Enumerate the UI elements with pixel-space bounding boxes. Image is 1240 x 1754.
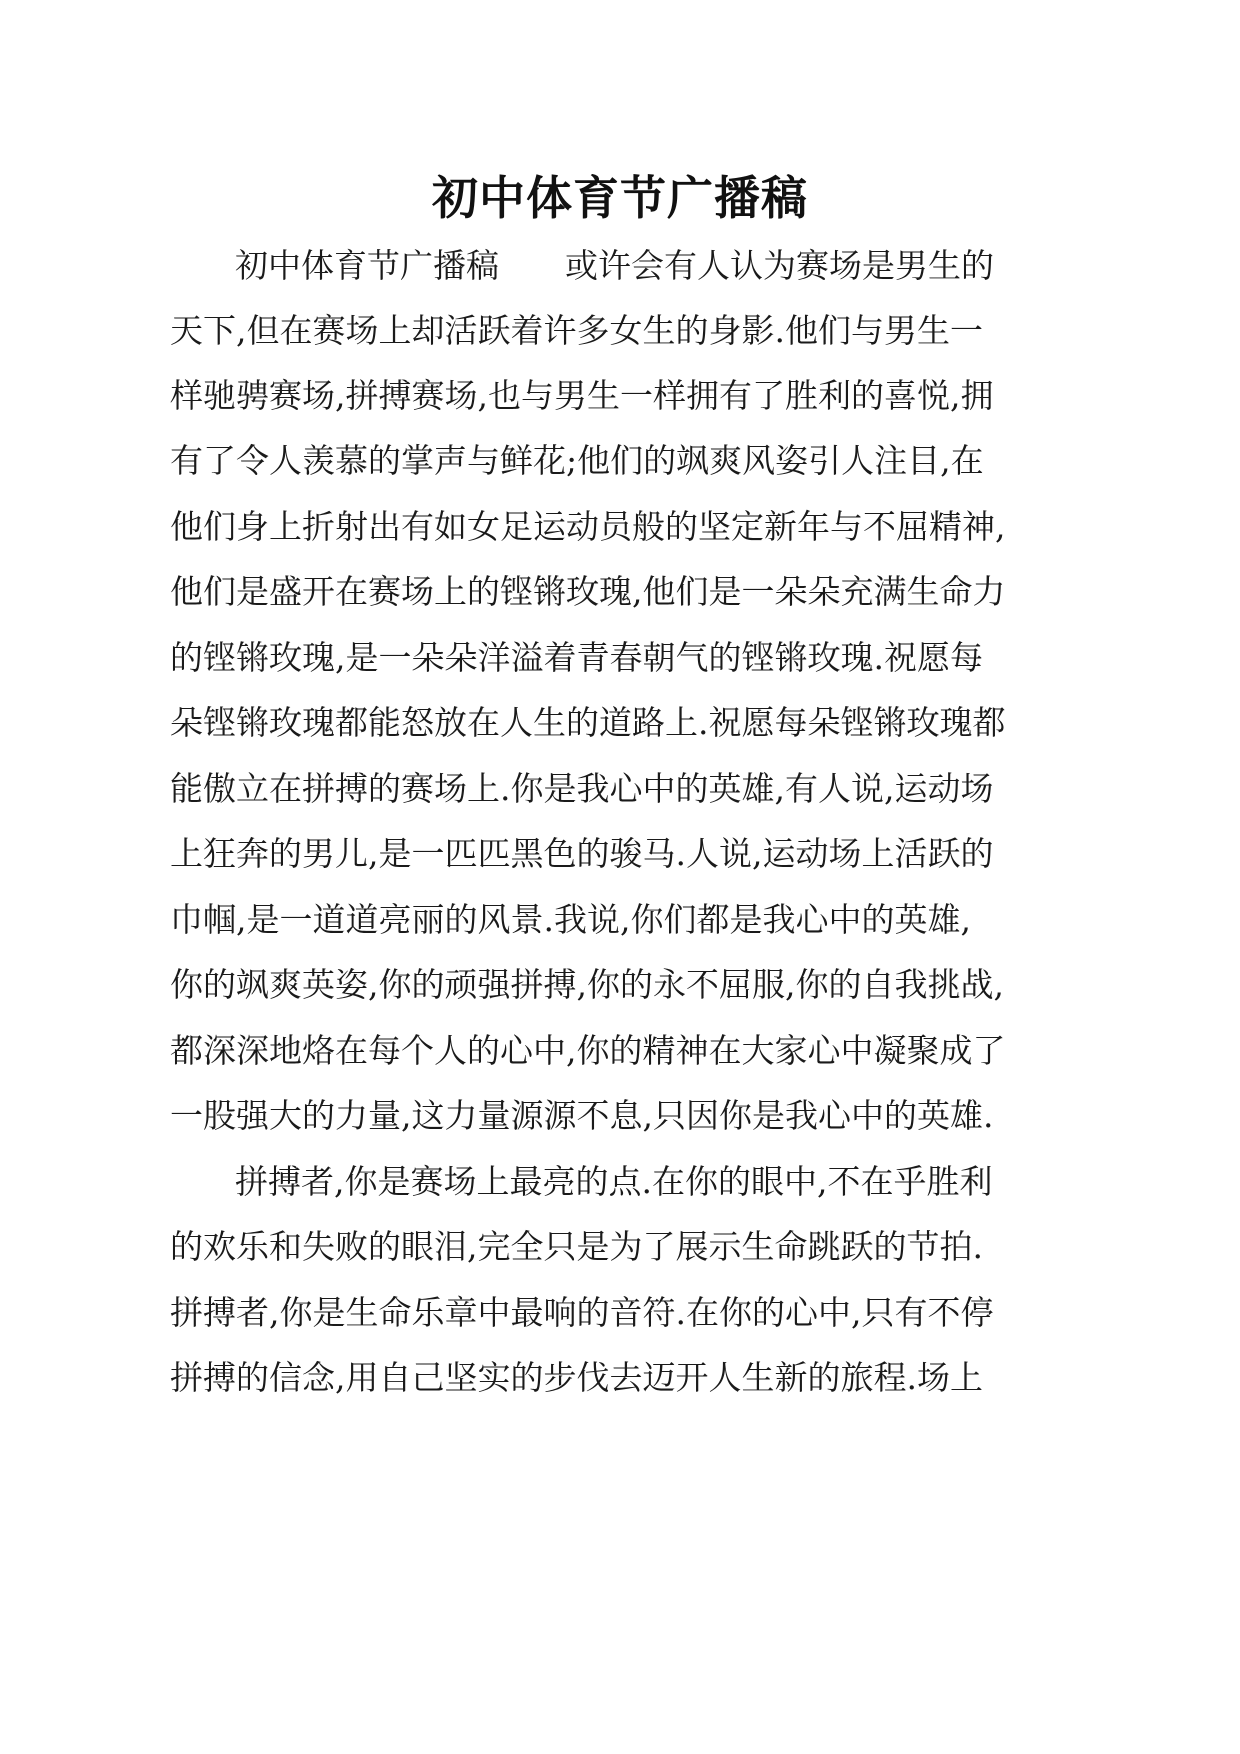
paragraph-line: 一股强大的力量,这力量源源不息,只因你是我心中的英雄. xyxy=(170,1096,994,1135)
paragraph-line: 都深深地烙在每个人的心中,你的精神在大家心中凝聚成了 xyxy=(170,1031,1006,1070)
paragraph-line: 有了令人羡慕的掌声与鲜花;他们的飒爽风姿引人注目,在 xyxy=(170,441,984,480)
paragraph-line: 初中体育节广播稿 或许会有人认为赛场是男生的 xyxy=(235,246,994,285)
paragraph-line: 巾帼,是一道道亮丽的风景.我说,你们都是我心中的英雄, xyxy=(170,900,971,939)
paragraph-line: 他们是盛开在赛场上的铿锵玫瑰,他们是一朵朵充满生命力 xyxy=(170,572,1006,611)
paragraph-line: 拼搏的信念,用自己坚实的步伐去迈开人生新的旅程.场上 xyxy=(170,1358,983,1397)
paragraph-line: 能傲立在拼搏的赛场上.你是我心中的英雄,有人说,运动场 xyxy=(170,769,994,808)
paragraph-line: 拼搏者,你是生命乐章中最响的音符.在你的心中,只有不停 xyxy=(170,1293,994,1332)
paragraph-line: 你的飒爽英姿,你的顽强拼搏,你的永不屈服,你的自我挑战, xyxy=(170,965,1004,1004)
paragraph-line: 拼搏者,你是赛场上最亮的点.在你的眼中,不在乎胜利 xyxy=(235,1162,993,1201)
paragraph-line: 样驰骋赛场,拼搏赛场,也与男生一样拥有了胜利的喜悦,拥 xyxy=(170,376,994,415)
paragraph-line: 上狂奔的男儿,是一匹匹黑色的骏马.人说,运动场上活跃的 xyxy=(170,834,994,873)
paragraph-line: 的欢乐和失败的眼泪,完全只是为了展示生命跳跃的节拍. xyxy=(170,1227,983,1266)
paragraph-line: 朵铿锵玫瑰都能怒放在人生的道路上.祝愿每朵铿锵玫瑰都 xyxy=(170,703,1006,742)
paragraph-line: 他们身上折射出有如女足运动员般的坚定新年与不屈精神, xyxy=(170,507,1006,546)
paragraph-line: 天下,但在赛场上却活跃着许多女生的身影.他们与男生一 xyxy=(170,311,983,350)
paragraph-line: 的铿锵玫瑰,是一朵朵洋溢着青春朝气的铿锵玫瑰.祝愿每 xyxy=(170,638,983,677)
page-title: 初中体育节广播稿 xyxy=(432,171,808,225)
